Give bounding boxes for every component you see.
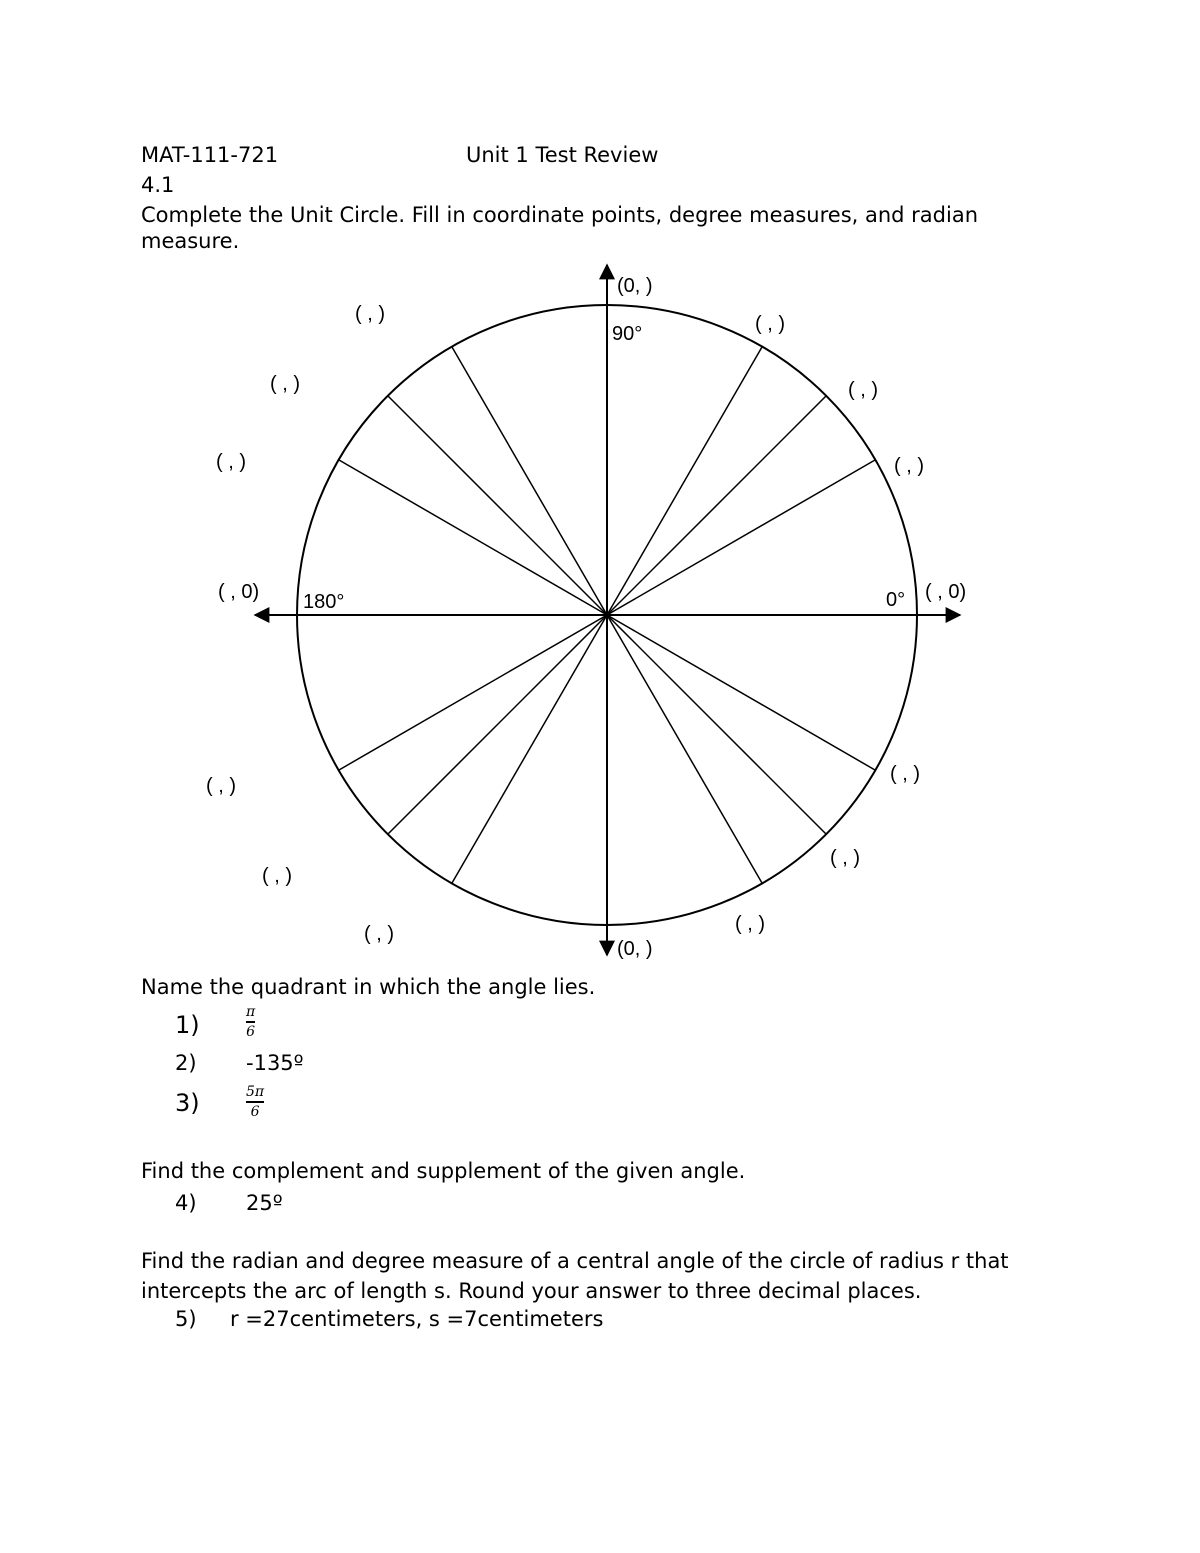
problem-4-value: 25º — [246, 1191, 283, 1215]
unit-circle-diagram — [0, 250, 1200, 970]
point-45: ( , ) — [848, 379, 878, 401]
problem-5-value: r =27centimeters, s =7centimeters — [230, 1307, 604, 1331]
problem-1-numerator: π — [246, 1004, 256, 1020]
radius-135 — [388, 396, 607, 615]
point-240: ( , ) — [364, 923, 394, 945]
point-210: ( , ) — [206, 775, 236, 797]
problem-2-number: 2) — [175, 1051, 197, 1075]
problem-3-number: 3) — [175, 1089, 200, 1117]
page-title: Unit 1 Test Review — [466, 143, 659, 167]
radius-60 — [607, 347, 762, 615]
label-180-degrees: 180° — [303, 591, 345, 613]
fraction-bar — [246, 1021, 255, 1023]
point-90: (0, ) — [617, 275, 653, 297]
point-30: ( , ) — [894, 455, 924, 477]
point-225: ( , ) — [262, 865, 292, 887]
point-120: ( , ) — [355, 303, 385, 325]
unit-circle-instruction: Complete the Unit Circle. Fill in coordinate points, degree measures, and radian measure. — [141, 203, 979, 253]
course-code: MAT-111-721 — [141, 143, 279, 167]
problem-3-numerator: 5π — [246, 1084, 265, 1100]
radius-300 — [607, 615, 762, 883]
point-0: ( , 0) — [925, 581, 967, 603]
problem-5-number: 5) — [175, 1307, 197, 1331]
problem-1-denominator: 6 — [246, 1024, 256, 1040]
radius-225 — [388, 615, 607, 834]
radius-45 — [607, 396, 826, 615]
point-315: ( , ) — [830, 847, 860, 869]
point-270: (0, ) — [617, 938, 653, 960]
problem-1-number: 1) — [175, 1011, 200, 1039]
radius-210 — [339, 615, 607, 770]
point-330: ( , ) — [890, 763, 920, 785]
radius-30 — [607, 460, 875, 615]
radius-240 — [452, 615, 607, 883]
radian-instruction: Find the radian and degree measure of a central angle of the circle of radius r that intercepts the arc of length s. Round your answer to three decimal places. — [141, 1249, 1009, 1303]
label-90-degrees: 90° — [612, 323, 643, 345]
point-300: ( , ) — [735, 913, 765, 935]
complement-instruction: Find the complement and supplement of the given angle. — [141, 1159, 746, 1183]
point-60: ( , ) — [755, 313, 785, 335]
fraction-bar — [246, 1101, 264, 1103]
section-number: 4.1 — [141, 173, 175, 197]
point-150: ( , ) — [216, 451, 246, 473]
radius-330 — [607, 615, 875, 770]
point-180: ( , 0) — [218, 581, 260, 603]
point-135: ( , ) — [270, 373, 300, 395]
label-0-degrees: 0° — [886, 589, 906, 611]
radius-120 — [452, 347, 607, 615]
problem-3-fraction — [246, 1084, 264, 1120]
problem-2-value: -135º — [246, 1051, 304, 1075]
quadrant-instruction: Name the quadrant in which the angle lies. — [141, 975, 596, 999]
problem-3-denominator: 6 — [250, 1104, 260, 1120]
problem-1-fraction — [246, 1004, 255, 1040]
radius-150 — [339, 460, 607, 615]
radius-315 — [607, 615, 826, 834]
problem-4-number: 4) — [175, 1191, 197, 1215]
